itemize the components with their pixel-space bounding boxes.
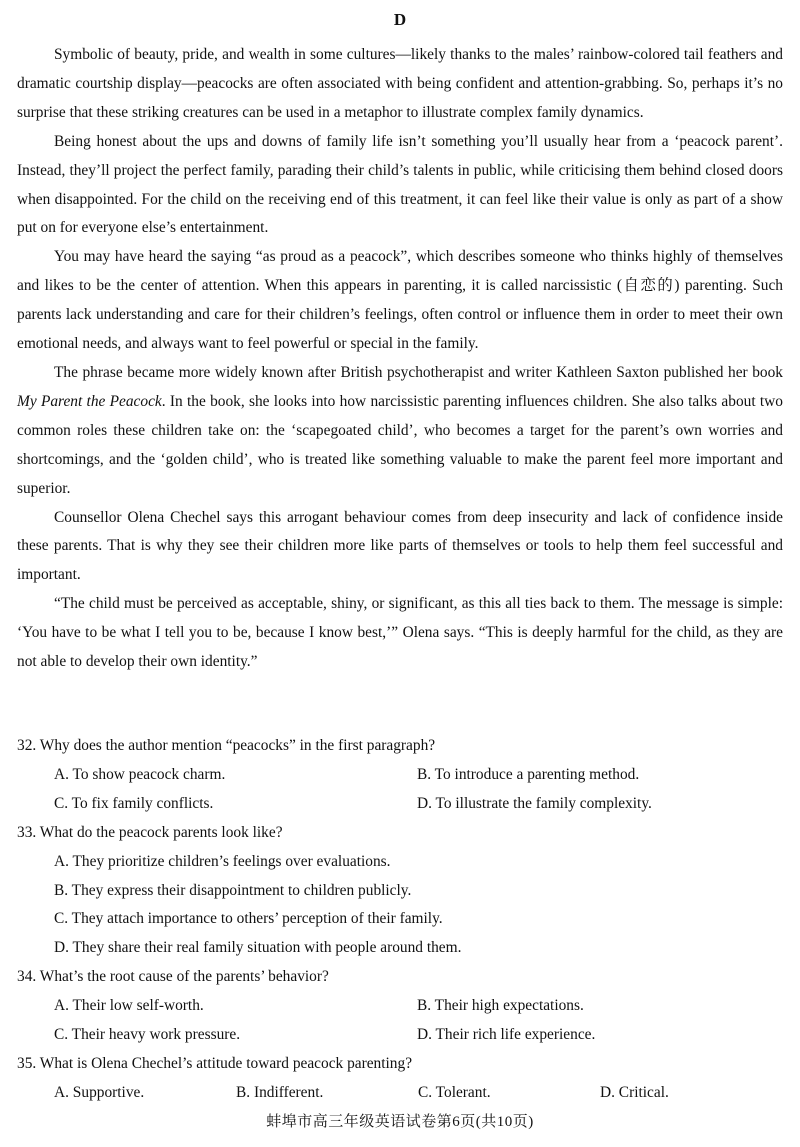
question-32-options-row-2 (17, 790, 783, 819)
question-35-option-a[interactable]: A. Supportive. (54, 1083, 145, 1101)
question-32-option-a[interactable]: A. To show peacock charm. (54, 765, 226, 783)
question-33-option-c[interactable]: C. They attach importance to others’ perception of their family. (54, 910, 443, 928)
question-34-option-d[interactable]: D. Their rich life experience. (417, 1026, 596, 1044)
page-footer: 蚌埠市高三年级英语试卷第6页(共10页) (266, 1114, 534, 1130)
question-34-stem: 34. What’s the root cause of the parents’ behavior? (17, 968, 329, 986)
section-label: D (393, 10, 407, 29)
questions-block (17, 732, 783, 1108)
passage-paragraph-2: Being honest about the ups and downs of family life isn’t something you’ll usually hear from a ‘peacock parent’. Instead, they’ll project the perfect family, parading their child’s talents in public, while criticising them behind closed doors when disappointed. For the child on the receiving end of this treatment, it can feel like their value is only as part of a show put on for everyone else’s entertainment. (17, 132, 783, 237)
question-32-option-c[interactable]: C. To fix family conflicts. (54, 794, 214, 812)
question-34-option-c[interactable]: C. Their heavy work pressure. (54, 1026, 241, 1044)
passage-paragraph-4 (17, 359, 783, 504)
book-title: My Parent the Peacock (17, 392, 162, 410)
question-32-option-b[interactable]: B. To introduce a parenting method. (417, 765, 640, 783)
question-35-options-row (17, 1079, 783, 1108)
question-34-option-b[interactable]: B. Their high expectations. (417, 997, 584, 1015)
question-34-options-row-1 (17, 992, 783, 1021)
question-33-option-b[interactable]: B. They express their disappointment to children publicly. (54, 881, 412, 899)
question-35-stem: 35. What is Olena Chechel’s attitude toward peacock parenting? (17, 1054, 413, 1072)
passage-paragraph-5: Counsellor Olena Chechel says this arrogant behaviour comes from deep insecurity and lack of confidence inside these parents. That is why they see their children more like parts of themselves or tools to help them feel successful and important. (17, 508, 783, 584)
question-32-stem: 32. Why does the author mention “peacocks” in the first paragraph? (17, 737, 436, 754)
passage-paragraph-1: Symbolic of beauty, pride, and wealth in some cultures—likely thanks to the males’ rainbow-colored tail feathers and dramatic courtship display—peacocks are often associated with being confident and attention-grabbing. So, perhaps it’s no surprise that these striking creatures can be used in a metaphor to illustrate complex family dynamics. (17, 46, 783, 121)
passage-paragraph-6: “The child must be perceived as acceptable, shiny, or significant, as this all ties back to them. The message is simple: ‘You have to be what I tell you to be, because I know best,’” Olena says. “This is deeply harmful for the child, as they are not able to develop their own identity.” (17, 595, 783, 671)
question-33-stem: 33. What do the peacock parents look like? (17, 823, 283, 841)
question-34-options-row-2 (17, 1021, 783, 1050)
question-35-option-c[interactable]: C. Tolerant. (418, 1083, 491, 1101)
question-35-option-d[interactable]: D. Critical. (600, 1083, 669, 1101)
paragraph-4-text-b: . In the book, she looks into how narcissistic parenting influences children. She also talks about two common roles these children take on: the ‘scapegoated child’, who becomes a target for the parent’s own worries and shortcomings, and the ‘golden child’, who is treated like something valuable to make the parent feel more important and superior. (17, 392, 783, 497)
paragraph-4-text-a: The phrase became more widely known after British psychotherapist and writer Kathleen Saxton published her book (54, 363, 783, 381)
question-32-options-row-1 (17, 761, 783, 790)
passage-paragraph-3: You may have heard the saying “as proud as a peacock”, which describes someone who thinks highly of themselves and likes to be the center of attention. When this appears in parenting, it is called narcissistic (自恋的) parenting. Such parents lack understanding and care for their children’s feelings, often control or influence them in order to meet their own emotional needs, and always want to feel powerful or special in the family. (17, 248, 783, 353)
question-33-option-d[interactable]: D. They share their real family situation with people around them. (54, 939, 462, 957)
question-35-option-b[interactable]: B. Indifferent. (236, 1083, 324, 1101)
question-33-option-a[interactable]: A. They prioritize children’s feelings over evaluations. (54, 852, 391, 870)
reading-passage (17, 41, 783, 677)
question-34-option-a[interactable]: A. Their low self-worth. (54, 997, 204, 1015)
question-32-option-d[interactable]: D. To illustrate the family complexity. (417, 794, 652, 812)
